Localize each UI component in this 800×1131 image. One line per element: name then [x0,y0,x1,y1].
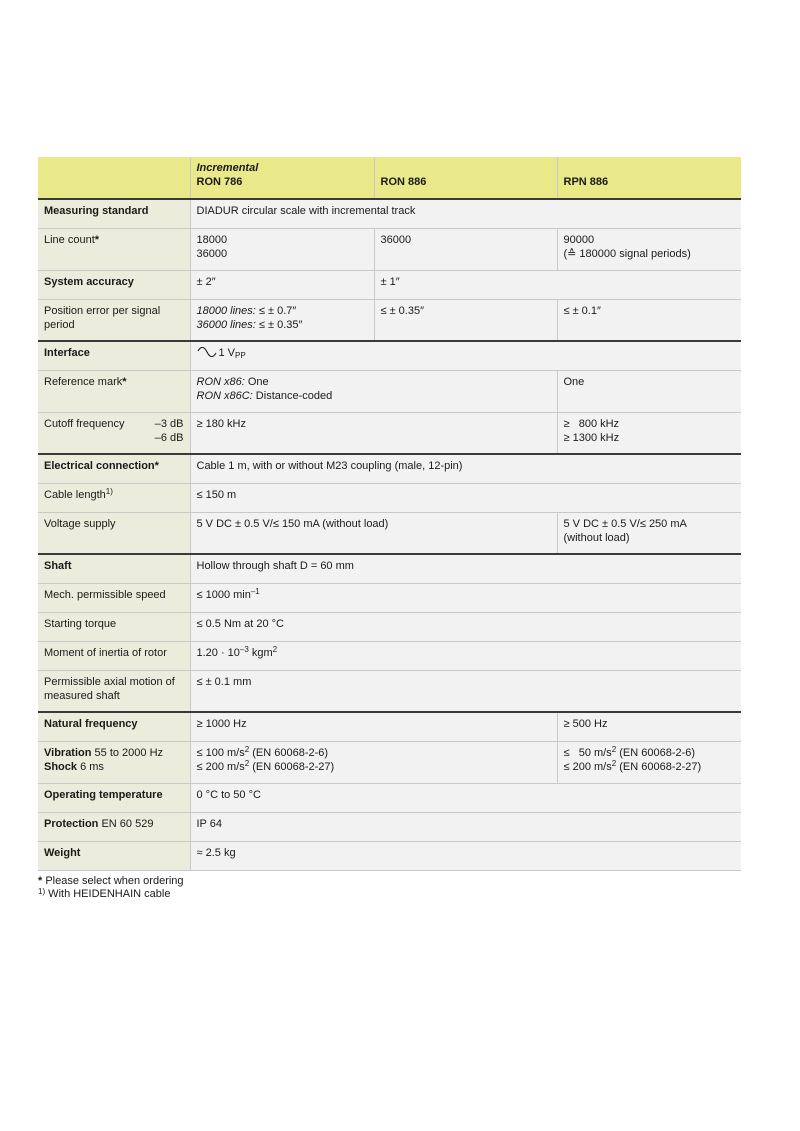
value-moment-inertia: $1.20 \cdot 10^{-3}$ kgm$^2$ [190,641,741,670]
row-electrical-connection [38,454,741,483]
value-cutoff-frequency-rpn886: ≥ 800 kHz ≥ 1300 kHz [557,412,741,454]
label-system-accuracy: System accuracy [38,270,190,299]
row-natural-frequency [38,712,741,741]
row-vibration-shock [38,741,741,783]
row-mech-speed [38,583,741,612]
header-row [38,157,741,199]
label-protection: Protection EN 60 529 [38,812,190,841]
value-starting-torque: ≤ 0.5 Nm at 20 °C [190,612,741,641]
value-natural-frequency-ron: ≥ 1000 Hz [190,712,557,741]
row-weight [38,841,741,870]
value-reference-mark-ron: RON x86: One RON x86C: Distance-coded [190,370,557,412]
label-measuring-standard: Measuring standard [38,199,190,228]
value-line-count-ron786: 18000 36000 [190,228,374,270]
value-position-error-ron786: 18000 lines: ≤ ± 0.7″ 36000 lines: ≤ ± 0.35″ [190,299,374,341]
label-interface: Interface [38,341,190,370]
label-moment-inertia: Moment of inertia of rotor [38,641,190,670]
row-moment-inertia [38,641,741,670]
label-cutoff-frequency: Cutoff frequency –3 dB –6 dB [38,412,190,454]
row-axial-motion [38,670,741,712]
value-line-count-ron886: 36000 [374,228,557,270]
row-reference-mark [38,370,741,412]
value-position-error-rpn886: ≤ ± 0.1″ [557,299,741,341]
value-natural-frequency-rpn886: ≥ 500 Hz [557,712,741,741]
label-shaft: Shaft [38,554,190,583]
label-vibration-shock: Vibration 55 to 2000 Hz Shock 6 ms [38,741,190,783]
row-starting-torque [38,612,741,641]
header-model-rpn886: RPN 886 [563,176,609,188]
label-voltage-supply: Voltage supply [38,512,190,554]
value-weight: ≈ 2.5 kg [190,841,741,870]
value-cable-length: ≤ 150 m [190,483,741,512]
value-interface: 1 $V_{PP}$ [190,341,741,370]
value-protection: IP 64 [190,812,741,841]
value-electrical-connection: Cable 1 m, with or without M23 coupling (male, 12-pin) [190,454,741,483]
row-line-count [38,228,741,270]
label-line-count: Line count* [38,228,190,270]
row-shaft [38,554,741,583]
value-axial-motion: ≤ ± 0.1 mm [190,670,741,712]
row-voltage-supply [38,512,741,554]
label-weight: Weight [38,841,190,870]
label-reference-mark: Reference mark* [38,370,190,412]
value-shaft: Hollow through shaft D = 60 mm [190,554,741,583]
footnote-asterisk: * Please select when ordering [38,875,184,887]
specifications-table [38,157,741,871]
value-system-accuracy-ron786: ± 2″ [190,270,374,299]
row-position-error [38,299,741,341]
value-vibration-shock-rpn886: ≤ 50 $m/s^2$ (EN 60068-2-6) ≤ 200 $m/s^2$ (EN 60068-2-27) [557,741,741,783]
value-vibration-shock-ron: ≤ 100 $m/s^2$ (EN 60068-2-6) ≤ 200 $m/s^2$ (EN 60068-2-27) [190,741,557,783]
label-axial-motion: Permissible axial motion of measured shaft [38,670,190,712]
value-reference-mark-rpn886: One [557,370,741,412]
label-mech-speed: Mech. permissible speed [38,583,190,612]
footnote-1: $^{1)}$ With HEIDENHAIN cable [38,887,171,900]
row-system-accuracy [38,270,741,299]
value-system-accuracy-ron886: ± 1″ [374,270,741,299]
label-natural-frequency: Natural frequency [38,712,190,741]
value-voltage-supply-ron: 5 V DC ± 0.5 V/≤ 150 mA (without load) [190,512,557,554]
header-subtitle: Incremental [196,162,259,174]
header-corner [38,157,190,199]
value-voltage-supply-rpn886: 5 V DC ± 0.5 V/≤ 250 mA (without load) [557,512,741,554]
value-line-count-rpn886: 90000 (≙ 180000 signal periods) [557,228,741,270]
label-operating-temperature: Operating temperature [38,783,190,812]
row-protection [38,812,741,841]
label-electrical-connection: Electrical connection* [38,454,190,483]
label-starting-torque: Starting torque [38,612,190,641]
row-cutoff-frequency [38,412,741,454]
row-operating-temperature [38,783,741,812]
footnotes [38,875,184,901]
label-position-error: Position error per signal period [38,299,190,341]
header-model-ron786: RON 786 [196,176,243,188]
row-measuring-standard [38,199,741,228]
value-measuring-standard: DIADUR circular scale with incremental track [190,199,741,228]
value-cutoff-frequency-ron: ≥ 180 kHz [190,412,557,454]
value-mech-speed: ≤ 1000 $\min^{-1}$ [190,583,741,612]
value-operating-temperature: 0 °C to 50 °C [190,783,741,812]
row-interface [38,341,741,370]
row-cable-length [38,483,741,512]
label-cable-length: Cable length$^{1)}$ [38,483,190,512]
header-model-ron886: RON 886 [380,176,427,188]
sine-wave-icon [197,347,217,357]
header-rpn886 [557,157,741,199]
header-ron786 [190,157,374,199]
header-ron886 [374,157,557,199]
value-position-error-ron886: ≤ ± 0.35″ [374,299,557,341]
